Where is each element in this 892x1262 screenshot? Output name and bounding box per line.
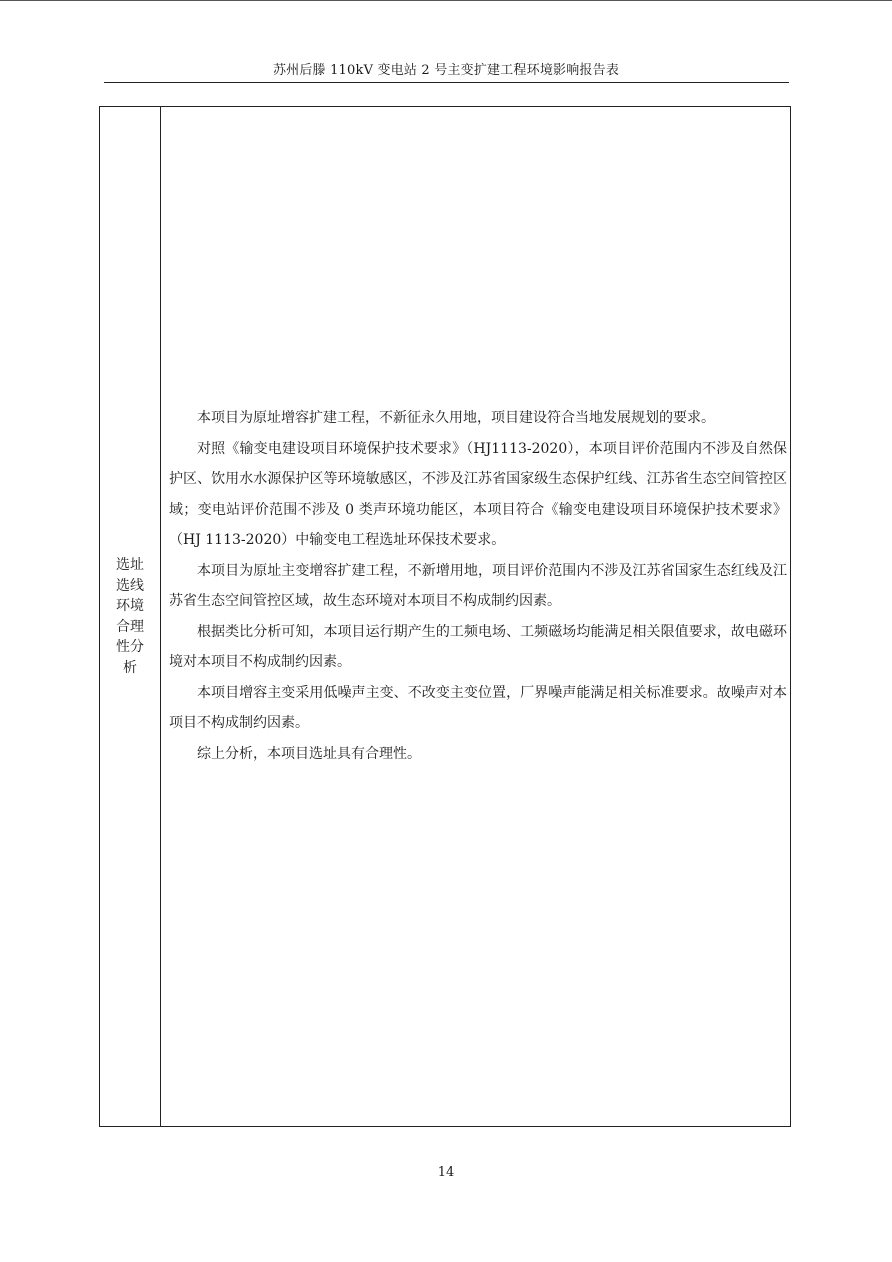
page-number: 14: [437, 1165, 455, 1180]
page-top-edge: [0, 0, 892, 1]
site-selection-table: [99, 106, 791, 1127]
analysis-text: [169, 403, 787, 769]
row-label-line: 性分: [116, 639, 144, 655]
row-label: [100, 555, 160, 678]
paragraph-land-use: 本项目为原址增容扩建工程，不新征永久用地，项目建设符合当地发展规划的要求。: [197, 410, 715, 426]
paragraph-noise: 本项目增容主变采用低噪声主变、不改变主变位置，厂界噪声能满足相关标准要求。故噪声对本项目不构成制约因素。: [169, 684, 787, 731]
paragraph-electromagnetic: 根据类比分析可知，本项目运行期产生的工频电场、工频磁场均能满足相关限值要求，故电磁环境对本项目不构成制约因素。: [169, 623, 787, 670]
document-header-title: 苏州后滕 110kV 变电站 2 号主变扩建工程环境影响报告表: [272, 63, 620, 78]
row-label-line: 合理: [116, 618, 144, 635]
row-label-line: 选线: [116, 577, 144, 594]
row-label-line: 选址: [116, 557, 144, 573]
header-divider: [104, 82, 789, 83]
row-label-line: 析: [123, 659, 137, 676]
row-label-cell: [100, 107, 161, 1126]
paragraph-technical-requirements: 对照《输变电建设项目环境保护技术要求》（HJ1113-2020），本项目评价范围内不涉及自然保护区、饮用水水源保护区等环境敏感区，不涉及江苏省国家级生态保护红线、江苏省生态空间管控区域；变电站评价范围不涉及 0 类声环境功能区，本项目符合《输变电建设项目环境保护技术要求》（HJ 1113-2020）中输变电工程选址环保技术要求。: [169, 440, 787, 548]
paragraph-ecology: 本项目为原址主变增容扩建工程，不新增用地，项目评价范围内不涉及江苏省国家生态红线及江苏省生态空间管控区域，故生态环境对本项目不构成制约因素。: [169, 562, 787, 609]
analysis-content-cell: [161, 107, 790, 1126]
row-label-line: 环境: [116, 598, 144, 614]
paragraph-conclusion: 综上分析，本项目选址具有合理性。: [197, 745, 421, 762]
